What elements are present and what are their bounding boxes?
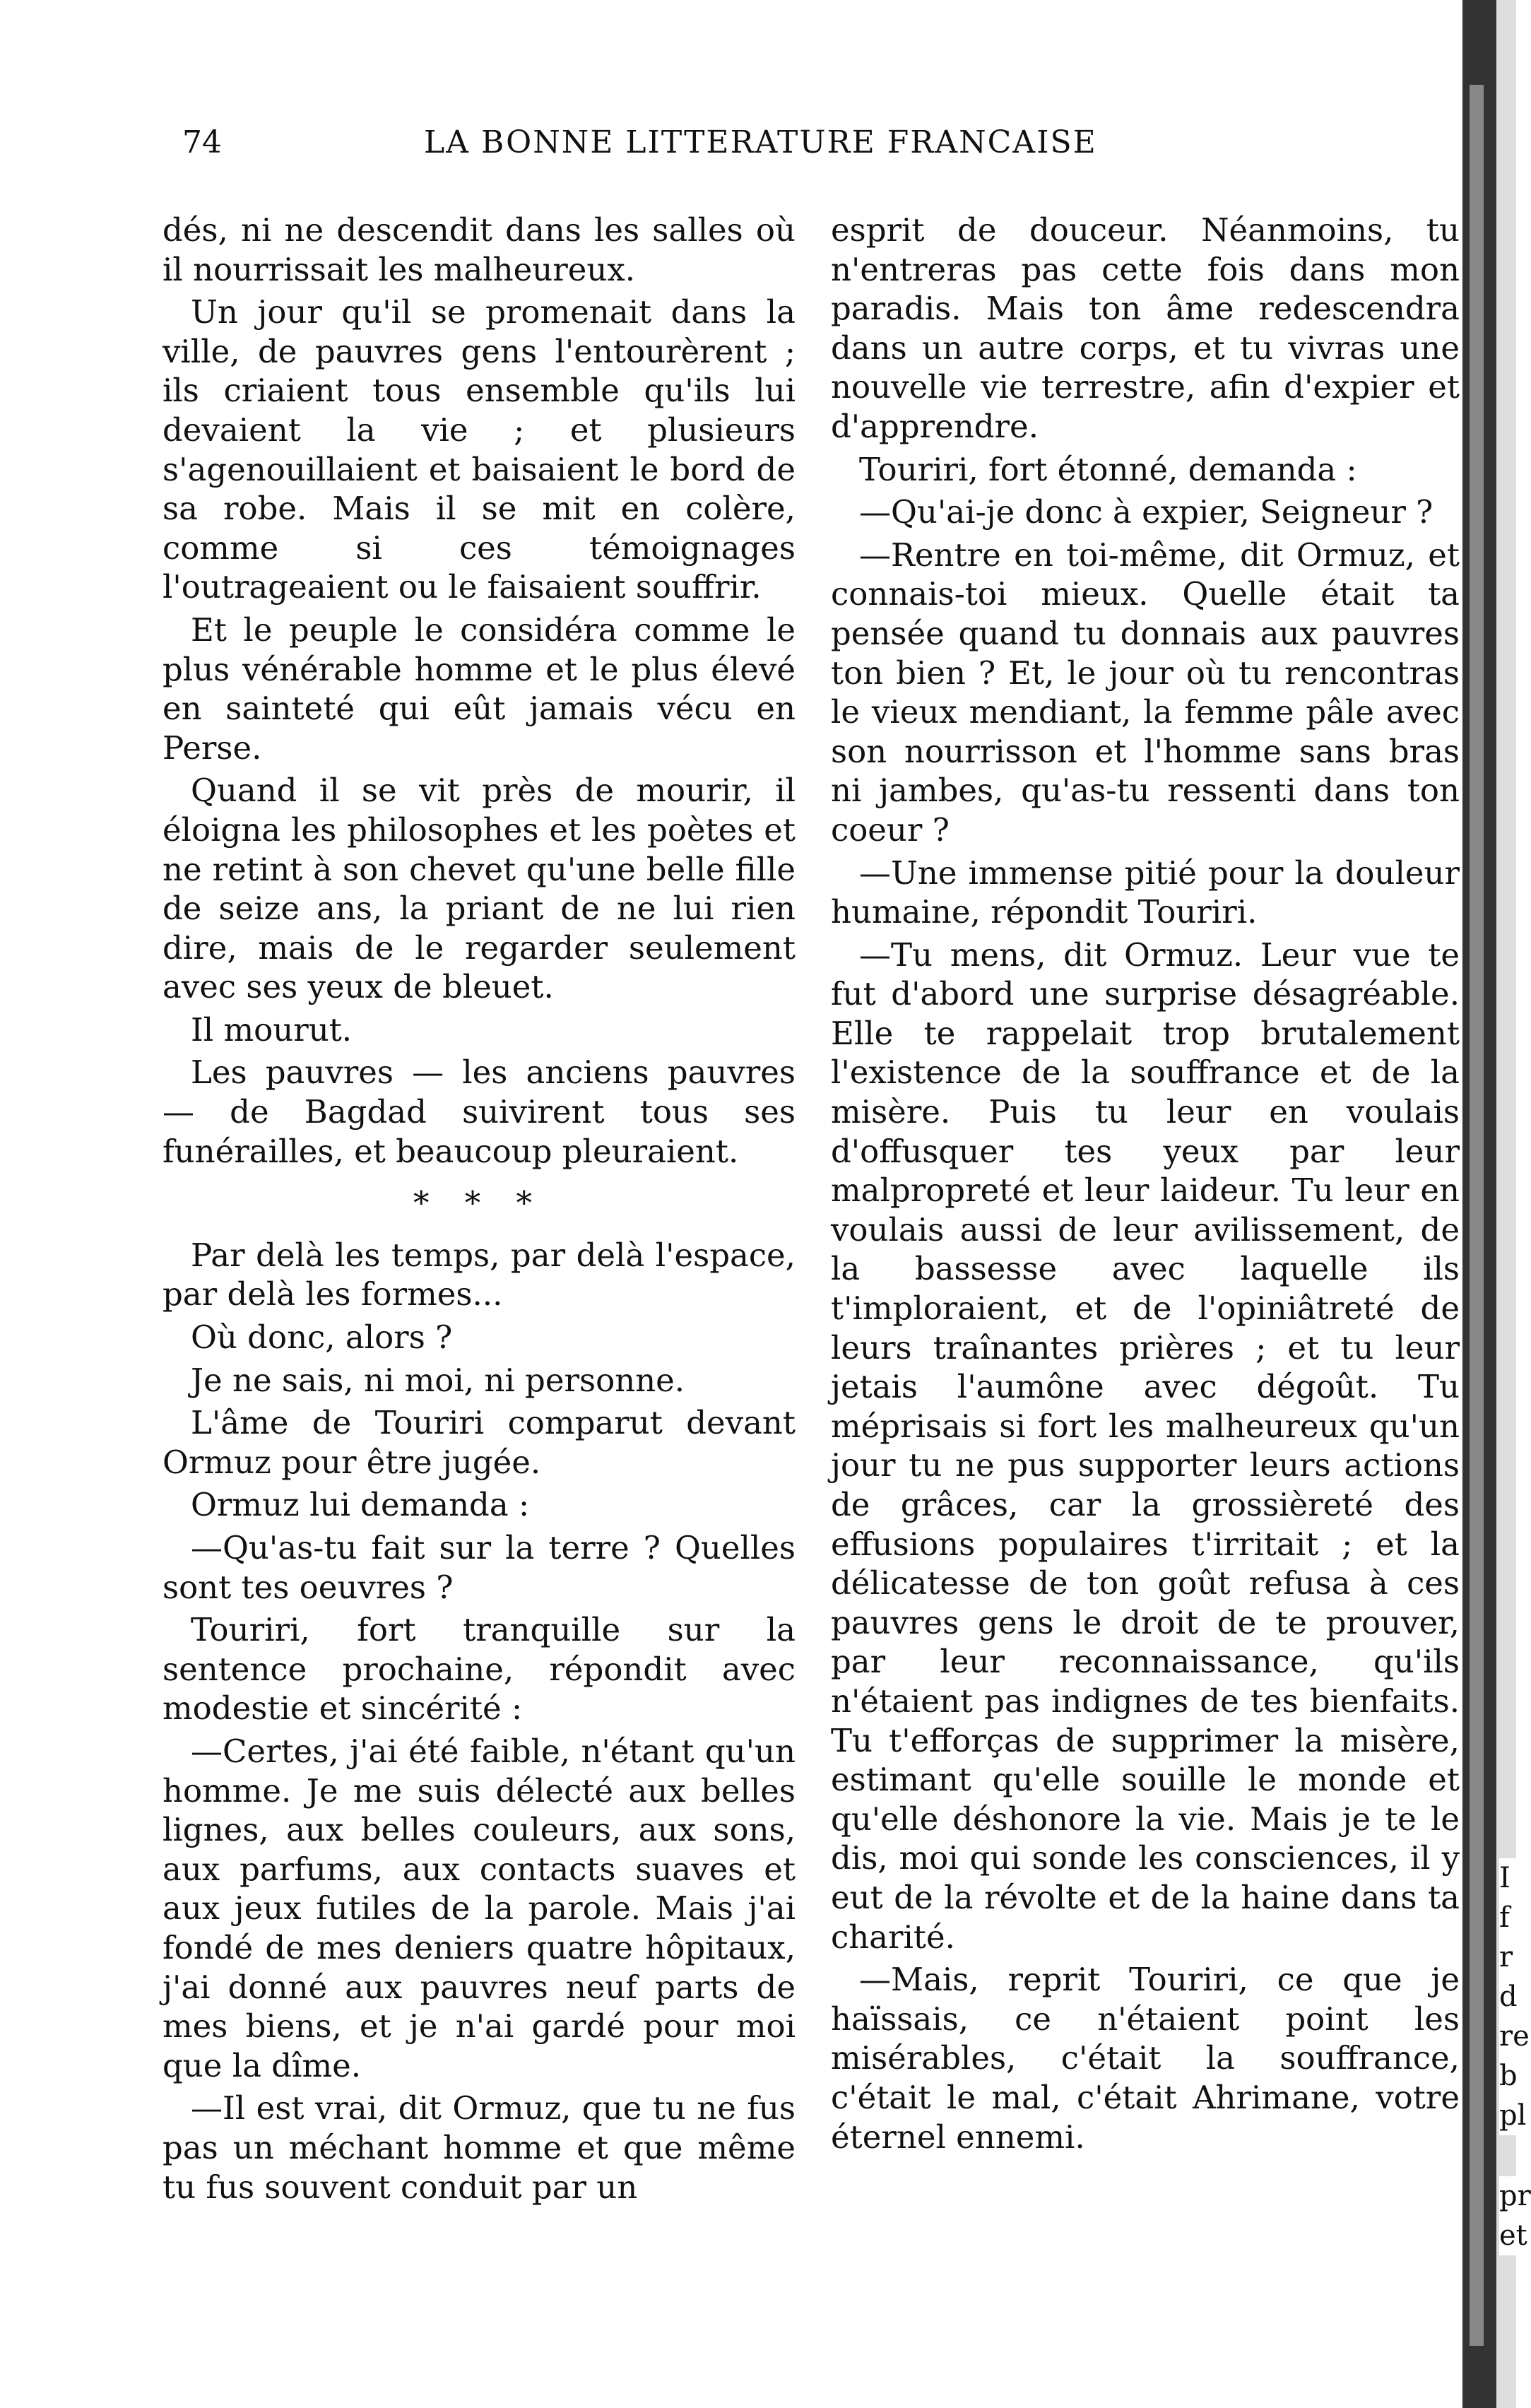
paragraph: —Certes, j'ai été faible, n'étant qu'un homme. Je me suis délecté aux belles lignes, aux belles couleurs, aux sons, aux parfums, aux contacts suaves et aux jeux futiles de la parole. Mais j'ai fondé de mes deniers quatre hôpitaux, j'ai donné aux pauvres neuf parts de mes biens, et je n'ai gardé pour moi que la dîme. — [162, 1732, 796, 2084]
section-break: * * * — [413, 1184, 545, 1222]
paragraph: Par delà les temps, par delà l'espace, par delà les formes... — [162, 1236, 796, 1314]
paragraph: Où donc, alors ? — [191, 1318, 453, 1357]
paragraph: esprit de douceur. Néanmoins, tu n'entreras pas cette fois dans mon paradis. Mais ton âme redescendra dans un autre corps, et tu vivras une nouvelle vie terrestre, afin d'expier et d'apprendre. — [831, 211, 1460, 445]
paragraph: Un jour qu'il se promenait dans la ville, de pauvres gens l'entourèrent ; ils criaient tous ensemble qu'ils lui devaient la vie ; et plusieurs s'agenouillaient et baisaient le bord de sa robe. Mais il se mit en colère, comme si ces témoignages l'outrageaient ou le faisaient souffrir. — [162, 293, 796, 606]
paragraph: Quand il se vit près de mourir, il éloigna les philosophes et les poètes et ne retint à son chevet qu'une belle fille de seize ans, la priant de ne lui rien dire, mais de le regarder seulement avec ses yeux de bleuet. — [162, 772, 796, 1006]
paragraph: —Rentre en toi-même, dit Ormuz, et connais-toi mieux. Quelle était ta pensée quand tu donnais aux pauvres ton bien ? Et, le jour où tu rencontras le vieux mendiant, la femme pâle avec son nourrisson et l'homme sans bras ni jambes, qu'as-tu ressenti dans ton coeur ? — [831, 536, 1460, 849]
paragraph: Et le peuple le considéra comme le plus vénérable homme et le plus élevé en sainteté qui eût jamais vécu en Perse. — [162, 610, 796, 767]
paragraph: —Mais, reprit Touriri, ce que je haïssais, ce n'étaient point les misérables, c'était la souffrance, c'était le mal, c'était Ahrimane, votre éternel ennemi. — [831, 1961, 1460, 2156]
paragraph: —Qu'as-tu fait sur la terre ? Quelles sont tes oeuvres ? — [162, 1529, 796, 1606]
edge-fragment: pl — [1499, 2096, 1516, 2135]
paragraph: —Tu mens, dit Ormuz. Leur vue te fut d'abord une surprise désagréable. Elle te rappelait trop brutalement l'existence de la souffrance et de la misère. Puis tu leur en voulais d'offusquer tes yeux par leur malpropreté et leur laideur. Tu leur en voulais aussi de leur avilissement, de la bassesse avec laquelle ils t'imploraient, et de l'opiniâtreté de leurs traînantes prières ; et tu leur jetais l'aumône avec dégoût. Tu méprisais si fort les malheureux qu'un jour tu ne pus supporter leurs actions de grâces, car la grossièreté des effusions populaires t'irritait ; et la délicatesse de ton goût refusa à ces pauvres gens le droit de te prouver, par leur reconnaissance, qu'ils n'étaient pas indignes de tes bienfaits. Tu t'efforças de supprimer la misère, estimant qu'elle souille le monde et qu'elle déshonore la vie. Mais je te le dis, moi qui sonde les consciences, il y eut de la révolte et de la haine dans ta charité. — [831, 936, 1460, 1956]
paragraph: Je ne sais, ni moi, ni personne. — [191, 1361, 685, 1399]
edge-fragment: f — [1499, 1898, 1516, 1937]
running-title: LA BONNE LITTERATURE FRANCAISE — [424, 124, 1097, 160]
edge-fragment: b — [1499, 2056, 1516, 2096]
paragraph: Il mourut. — [191, 1010, 353, 1049]
paragraph: —Qu'ai-je donc à expier, Seigneur ? — [859, 493, 1434, 531]
paragraph: dés, ni ne descendit dans les salles où il nourrissait les malheureux. — [162, 211, 796, 288]
paragraph: Ormuz lui demanda : — [191, 1486, 530, 1524]
paragraph: L'âme de Touriri comparut devant Ormuz pour être jugée. — [162, 1404, 796, 1481]
page-edge-scan-artifact — [1462, 0, 1531, 2408]
paragraph: Touriri, fort étonné, demanda : — [859, 450, 1357, 488]
paragraph: —Une immense pitié pour la douleur humaine, répondit Touriri. — [831, 854, 1460, 931]
paragraph: Touriri, fort tranquille sur la sentence prochaine, répondit avec modestie et sincérité : — [162, 1611, 796, 1728]
edge-fragment: pr — [1499, 2176, 1516, 2216]
page-number: 74 — [182, 124, 222, 160]
page-header — [0, 124, 1516, 174]
right-column — [831, 211, 1460, 2160]
edge-fragment: r — [1499, 1937, 1516, 1977]
adjacent-page-fragments — [1462, 0, 1531, 2408]
paragraph: —Il est vrai, dit Ormuz, que tu ne fus pas un méchant homme et que même tu fus souvent conduit par un — [162, 2089, 796, 2206]
left-column — [162, 211, 796, 2210]
edge-fragment: re — [1499, 2017, 1516, 2056]
edge-fragment: d — [1499, 1977, 1516, 2017]
paragraph: Les pauvres — les anciens pauvres — de Bagdad suivirent tous ses funérailles, et beaucoup pleuraient. — [162, 1054, 796, 1170]
edge-fragment: et — [1499, 2216, 1516, 2255]
edge-fragment: I — [1499, 1858, 1516, 1898]
